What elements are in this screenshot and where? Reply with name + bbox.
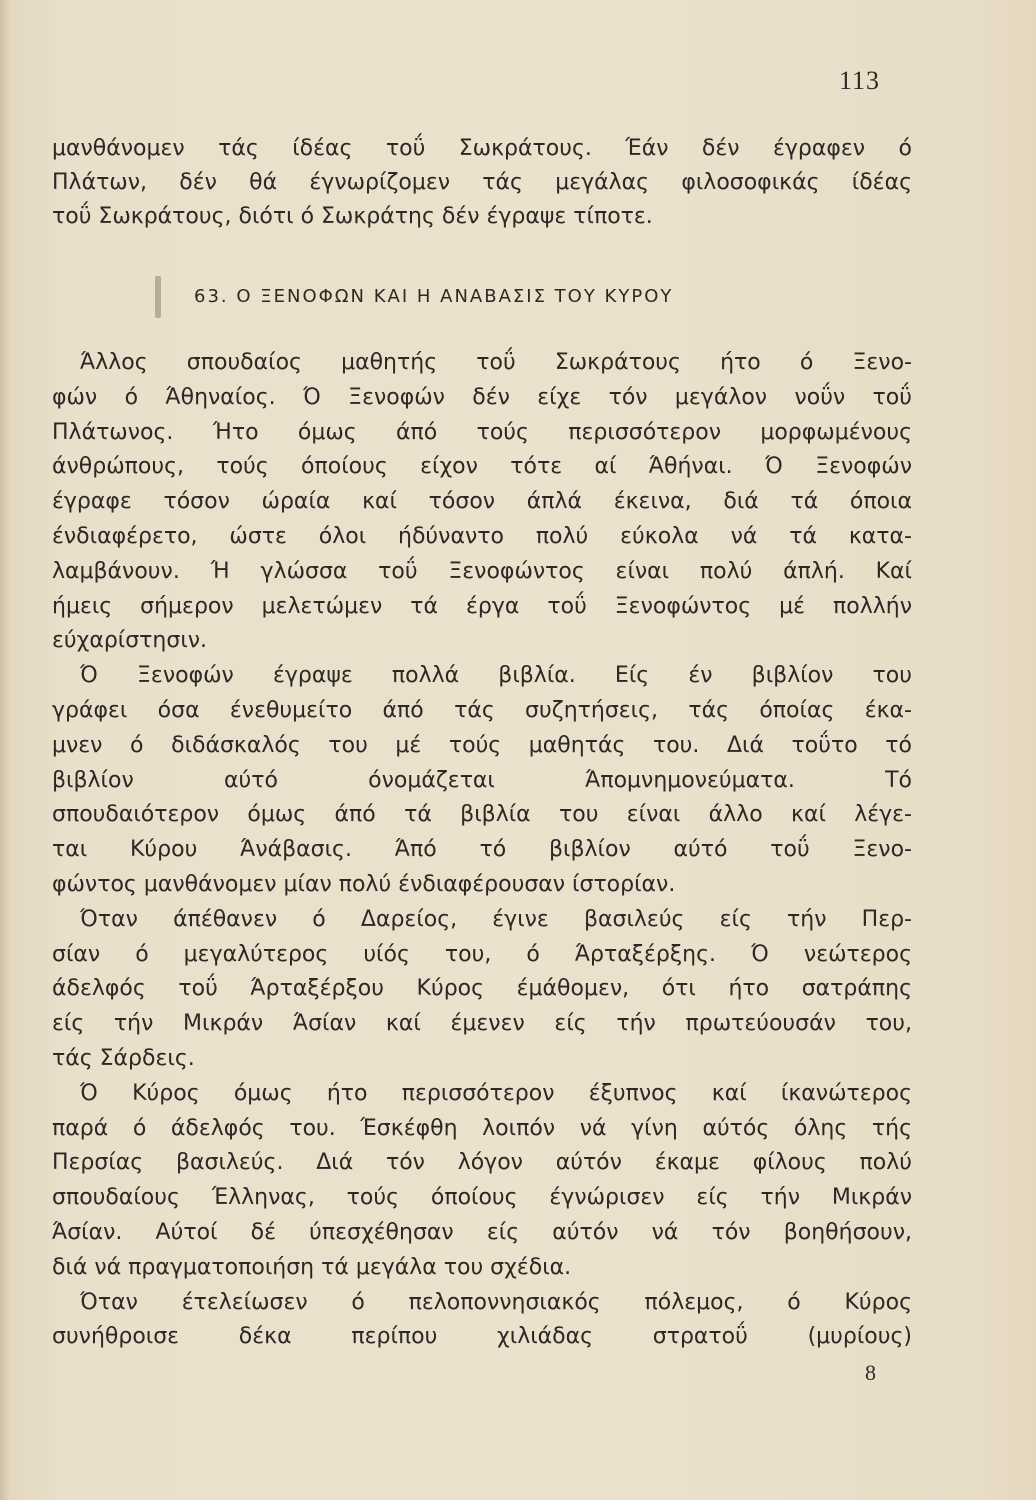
text-line: άνθρώπους, τούς όποίους είχον τότε αί Άθήναι. Ό Ξενοφών xyxy=(52,454,912,480)
text-line: γράφει όσα ένεθυμείτο άπό τάς συζητήσεις, τάς όποίας έκα- xyxy=(52,697,912,723)
text-line: ένδιαφέρετο, ώστε όλοι ήδύναντο πολύ εύκολα νά τά κατα- xyxy=(52,523,912,549)
text-line: παρά ό άδελφός του. Έσκέφθη λοιπόν νά γίνη αύτός όλης τής xyxy=(52,1115,912,1141)
text-line: έγραφε τόσον ώραία καί τόσον άπλά έκεινα, διά τά όποια xyxy=(52,489,912,515)
text-line: σίαν ό μεγαλύτερος υίός του, ό Άρταξέρξης. Ό νεώτερος xyxy=(52,941,912,967)
intro-paragraph xyxy=(52,132,912,234)
text-line: συνήθροισε δέκα περίπου χιλιάδας στρατοΰ (μυρίους) xyxy=(52,1324,912,1350)
text-line: ήμεις σήμερον μελετώμεν τά έργα τοΰ Ξενοφώντος μέ πολλήν xyxy=(52,593,912,619)
text-line: διά νά πραγματοποιήση τά μεγάλα του σχέδια. xyxy=(52,1254,572,1280)
text-line: μνεν ό διδάσκαλός του μέ τούς μαθητάς του. Διά τοΰτο τό xyxy=(52,732,912,758)
text-line: φώντος μανθάνομεν μίαν πολύ ένδιαφέρουσαν ίστορίαν. xyxy=(52,871,676,897)
text-line: Πλάτων, δέν θά έγνωρίζομεν τάς μεγάλας φιλοσοφικάς ίδέας xyxy=(52,170,912,195)
body-text xyxy=(52,346,912,1355)
text-line: εύχαρίστησιν. xyxy=(52,628,208,654)
text-line: Ό Κύρος όμως ήτο περισσότερον έξυπνος καί ίκανώτερος xyxy=(80,1080,912,1106)
margin-mark xyxy=(155,276,161,318)
text-line: Όταν άπέθανεν ό Δαρείος, έγινε βασιλεύς είς τήν Περ- xyxy=(80,906,912,932)
text-line: τάς Σάρδεις. xyxy=(52,1045,195,1071)
text-line: φών ό Άθηναίος. Ό Ξενοφών δέν είχε τόν μεγάλον νοΰν τοΰ xyxy=(52,384,912,410)
text-line: σπουδαιότερον όμως άπό τά βιβλία του είναι άλλο καί λέγε- xyxy=(52,802,912,828)
text-line: Όταν έτελείωσεν ό πελοποννησιακός πόλεμος, ό Κύρος xyxy=(80,1289,912,1315)
text-line: Ό Ξενοφών έγραψε πολλά βιβλία. Είς έν βιβλίον του xyxy=(80,663,912,689)
text-line: Περσίας βασιλεύς. Διά τόν λόγον αύτόν έκαμε φίλους πολύ xyxy=(52,1150,912,1176)
signature-number: 8 xyxy=(865,1360,876,1385)
section-heading: 63. Ο ΞΕΝΟΦΩΝ ΚΑΙ Η ΑΝΑΒΑΣΙΣ ΤΟΥ ΚΥΡΟΥ xyxy=(194,286,674,307)
text-line: τοΰ Σωκράτους, διότι ό Σωκράτης δέν έγραψε τίποτε. xyxy=(52,204,653,229)
text-line: σπουδαίους Έλληνας, τούς όποίους έγνώρισεν είς τήν Μικράν xyxy=(52,1185,912,1211)
text-line: βιβλίον αύτό όνομάζεται Άπομνημονεύματα. Τό xyxy=(52,767,912,793)
text-line: είς τήν Μικράν Άσίαν καί έμενεν είς τήν πρωτεύουσάν του, xyxy=(52,1011,912,1037)
page-binding-edge xyxy=(0,0,10,1500)
text-line: Άσίαν. Αύτοί δέ ύπεσχέθησαν είς αύτόν νά τόν βοηθήσουν, xyxy=(52,1219,912,1245)
text-line: άδελφός τοΰ Άρταξέρξου Κύρος έμάθομεν, ότι ήτο σατράπης xyxy=(52,976,912,1002)
text-line: Πλάτωνος. Ήτο όμως άπό τούς περισσότερον μορφωμένους xyxy=(52,419,912,445)
page-number: 113 xyxy=(838,66,880,95)
text-line: λαμβάνουν. Ή γλώσσα τοΰ Ξενοφώντος είναι πολύ άπλή. Καί xyxy=(52,558,912,584)
text-line: Άλλος σπουδαίος μαθητής τοΰ Σωκράτους ήτο ό Ξενο- xyxy=(80,350,912,375)
text-line: ται Κύρου Άνάβασις. Άπό τό βιβλίον αύτό τοΰ Ξενο- xyxy=(52,837,912,863)
text-line: μανθάνομεν τάς ίδέας τοΰ Σωκράτους. Έάν δέν έγραφεν ό xyxy=(52,136,912,161)
